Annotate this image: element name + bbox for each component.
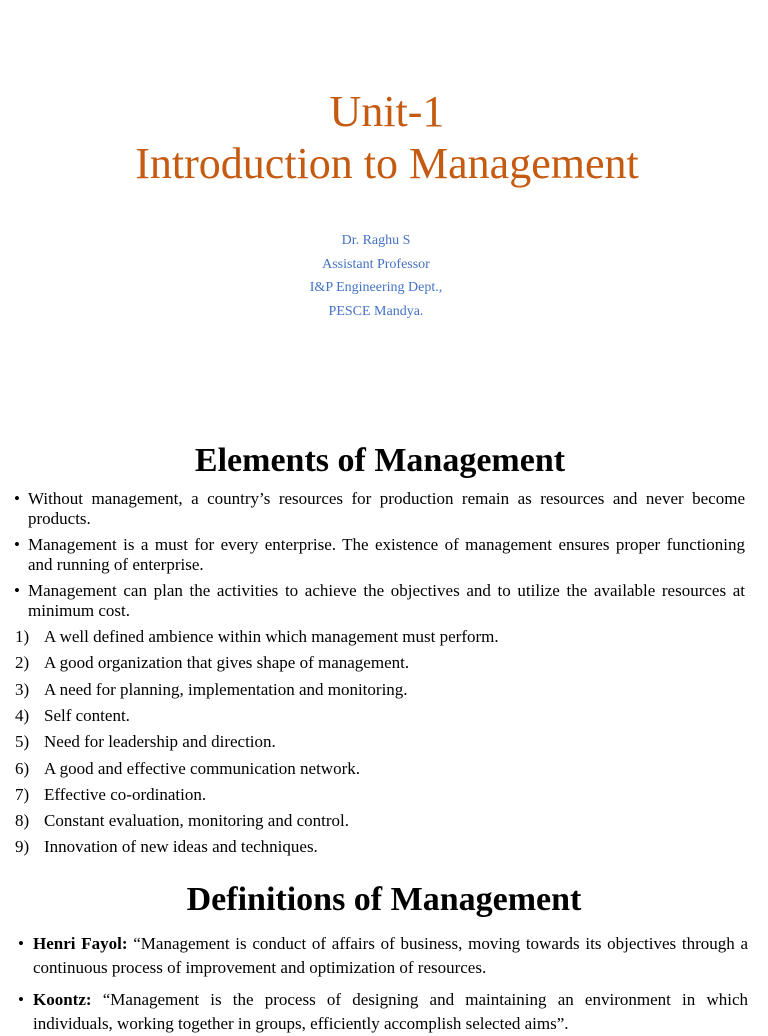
unit-title: Unit-1 [329,87,445,136]
item-number: 2) [15,653,30,672]
bullet-item [14,489,745,529]
bullet-dot: • [14,581,20,600]
bullet-item [14,581,745,621]
bullet-dot: • [14,489,20,508]
item-text: A well defined ambience within which management must perform. [44,627,499,646]
definitions-heading: Definitions of Management [186,881,582,918]
definition-quote: “Management is the process of designing and maintaining an environment in which individuals, working together in groups, efficiently accomplish selected aims”. [33,990,749,1033]
bullet-dot: • [14,535,20,554]
numbered-item [15,732,276,752]
item-text: Need for leadership and direction. [44,732,276,751]
definition-item [18,932,748,980]
bullet-dot: • [18,990,24,1009]
item-number: 6) [15,759,30,778]
bullet-text: Without management, a country’s resources for production remain as resources and never become products. [28,489,745,528]
numbered-item [15,785,206,805]
bullet-text: Management can plan the activities to achieve the objectives and to utilize the available resources at minimum cost. [28,581,745,620]
numbered-item [15,627,499,647]
author-department: I&P Engineering Dept., [309,280,443,295]
bullet-text: Management is a must for every enterprise. The existence of management ensures proper functioning and running of enterprise. [28,535,745,574]
numbered-item [15,811,349,831]
definition-author: Koontz: [33,990,92,1009]
numbered-item [15,759,360,779]
definition-quote: “Management is conduct of affairs of business, moving towards its objectives through a continuous process of improvement and optimization of resources. [33,934,749,977]
numbered-item [15,706,130,726]
item-number: 7) [15,785,30,804]
item-text: Innovation of new ideas and techniques. [44,837,318,856]
definition-author: Henri Fayol: [33,934,128,953]
definition-item [18,988,748,1036]
bullet-dot: • [18,934,24,953]
author-position: Assistant Professor [322,257,430,272]
item-number: 9) [15,837,30,856]
item-text: A need for planning, implementation and monitoring. [44,680,408,699]
title-slide [0,0,768,420]
definition-text [33,932,748,980]
item-number: 8) [15,811,30,830]
item-number: 5) [15,732,30,751]
main-title: Introduction to Management [135,139,639,188]
item-text: Self content. [44,706,130,725]
author-institution: PESCE Mandya. [328,304,424,319]
author-name: Dr. Raghu S [341,233,411,248]
numbered-item [15,837,318,857]
bullet-item [14,535,745,575]
definition-text [33,988,748,1036]
item-text: A good and effective communication network. [44,759,360,778]
elements-heading: Elements of Management [194,442,566,479]
item-text: A good organization that gives shape of management. [44,653,410,672]
numbered-item [15,680,408,700]
item-number: 4) [15,706,30,725]
item-number: 3) [15,680,30,699]
item-number: 1) [15,627,30,646]
numbered-item [15,653,409,673]
item-text: Constant evaluation, monitoring and control. [44,811,350,830]
item-text: Effective co-ordination. [44,785,207,804]
